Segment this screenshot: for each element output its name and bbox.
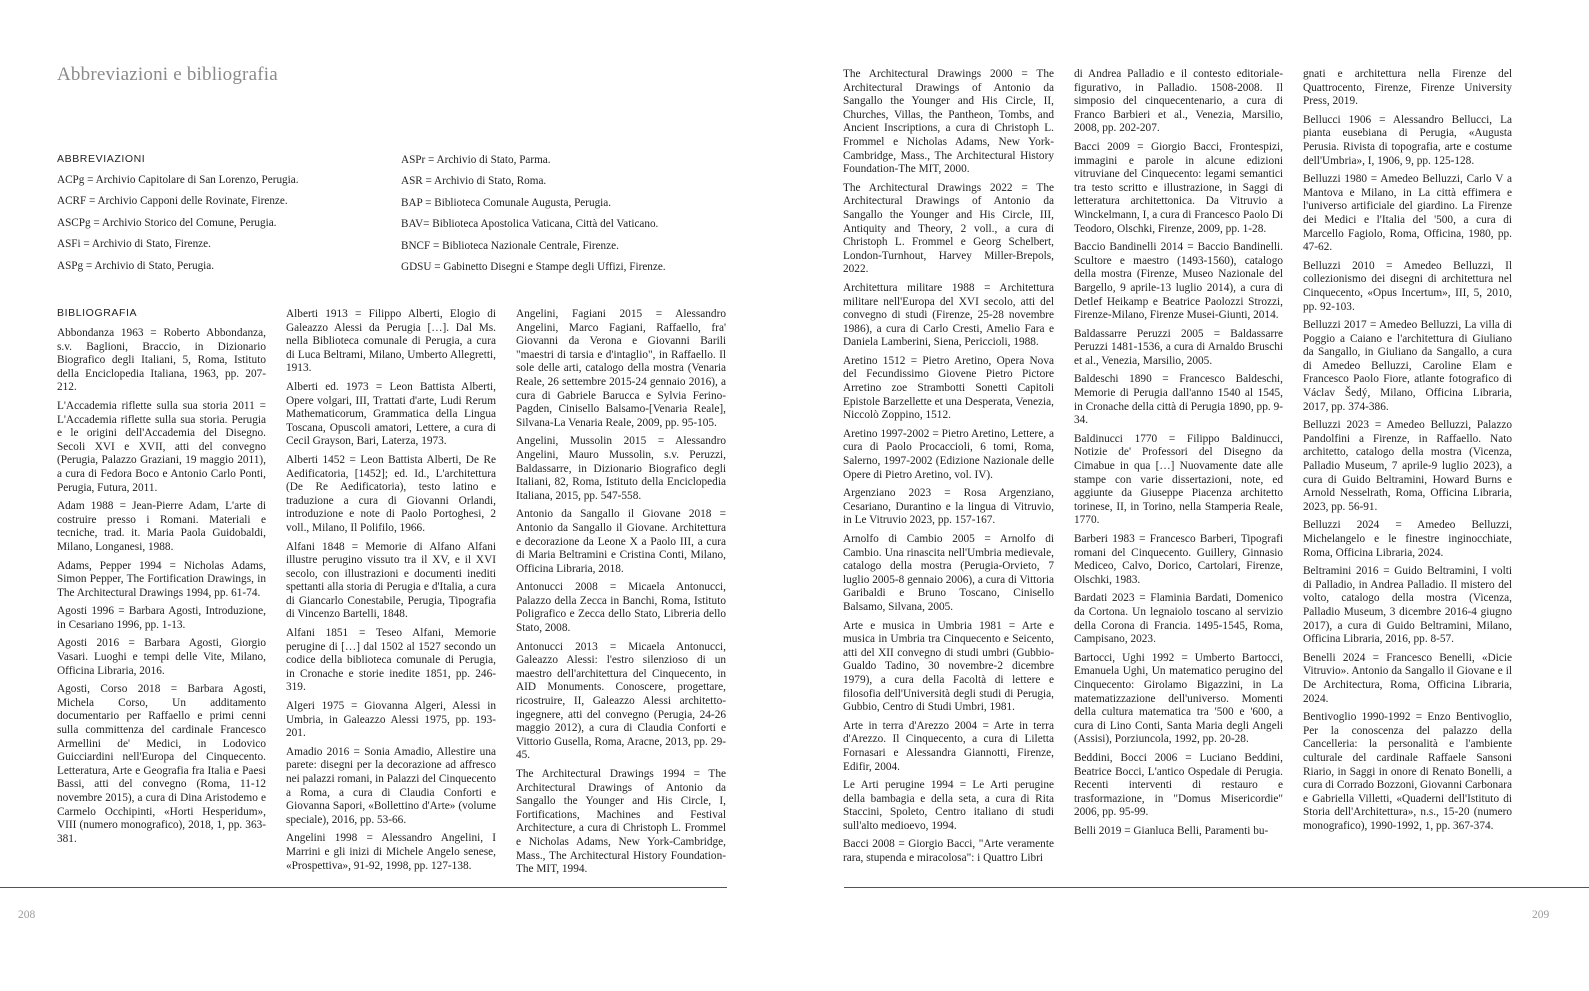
right-page bbox=[790, 0, 1589, 991]
bibliography-entry: Antonio da Sangallo il Giovane 2018 = Antonio da Sangallo il Giovane. Architettura e decorazione da Leone X a Paolo III, a cura di Maria Beltramini e Cristina Conti, Milano, Officina Libraria, 2018. bbox=[516, 508, 726, 575]
bibliography-entry: Arnolfo di Cambio 2005 = Arnolfo di Cambio. Una rinascita nell'Umbria medievale, catalogo della mostra (Perugia-Orvieto, 7 luglio 2005-8 gennaio 2006), a cura di Vittoria Garibaldi e Bruno Toscano, Cinisello Balsamo, Silvana, 2005. bbox=[843, 533, 1054, 613]
bibliography-entry: Alberti ed. 1973 = Leon Battista Alberti, Opere volgari, III, Trattati d'arte, Ludi Rerum Mathematicorum, Grammatica della Lingua Toscana, Opuscoli amatori, Lettere, a cura di Cecil Grayson, Bari, Laterza, 1973. bbox=[286, 380, 496, 448]
bibliography-entry: Agosti, Corso 2018 = Barbara Agosti, Michela Corso, Un additamento documentario per Raffaello e primi cenni sulla committenza del cardinale Francesco Armellini de' Medici, in Lodovico Guicciardini nell'Europa del Cinquecento. Letteratura, Arte e Geografia fra Italia e Paesi Bassi, atti del convegno (Roma, 11-12 novembre 2015), a cura di Dina Aristodemo e Carmelo Occhipinti, «Horti Hesperidum», VIII (numero monografico), 2018, 1, pp. 363-381. bbox=[57, 683, 266, 845]
bibliography-entry: Alberti 1452 = Leon Battista Alberti, De Re Aedificatoria, [1452]; ed. Id., L'architettura (De Re Aedificatoria), testo latino e traduzione a cura di Giovanni Orlandi, introduzione e note di Paolo Portoghesi, 2 voll., Milano, Il Polifilo, 1966. bbox=[286, 453, 496, 534]
bibliography-column-6 bbox=[1303, 68, 1512, 862]
bibliography-entry: Angelini, Fagiani 2015 = Alessandro Angelini, Marco Fagiani, Raffaello, fra' Giovanni da Verona e Giovanni Barili "maestri di tarsia e d'intaglio", in Raffaello. Il sole delle arti, catalogo della mostra (Venaria Reale, 26 settembre 2015-24 gennaio 2016), a cura di Gabriele Barucca e Sylvia Ferino-Pagden, Cinisello Balsamo-[Venaria Reale], Silvana-La Venaria Reale, 2009, pp. 95-105. bbox=[516, 308, 726, 429]
bibliography-entry: Antonucci 2013 = Micaela Antonucci, Galeazzo Alessi: l'estro silenzioso di un maestro dell'architettura del Cinquecento, in AID Monuments. Conoscere, progettare, ricostruire, II, Galeazzo Alessi architetto-ingegnere, atti del convegno (Perugia, 24-26 maggio 2012), a cura di Claudia Conforti e Vittorio Gusella, Roma, Aracne, 2013, pp. 29-45. bbox=[516, 640, 726, 762]
bibliography-entry: Benelli 2024 = Francesco Benelli, «Dicie Vitruvio». Antonio da Sangallo il Giovane e il De Architectura, Roma, Officina Libraria, 2024. bbox=[1303, 651, 1512, 705]
abbreviations-heading: ABBREVIAZIONI bbox=[57, 153, 146, 165]
bibliography-column-3 bbox=[516, 308, 726, 876]
abbreviation-entry: BAV= Biblioteca Apostolica Vaticana, Città del Vaticano. bbox=[401, 218, 659, 231]
bibliography-entry: Arte in terra d'Arezzo 2004 = Arte in terra d'Arezzo. Il Cinquecento, a cura di Liletta Fornasari e Alessandra Giannotti, Firenze, Edifir, 2004. bbox=[843, 719, 1054, 773]
bibliography-entry: Bacci 2008 = Giorgio Bacci, "Arte veramente rara, stupenda e miracolosa": i Quattro Libri bbox=[843, 838, 1054, 865]
abbreviation-entry: GDSU = Gabinetto Disegni e Stampe degli Uffizi, Firenze. bbox=[401, 261, 666, 274]
bibliography-entry: Abbondanza 1963 = Roberto Abbondanza, s.v. Baglioni, Braccio, in Dizionario Biografico degli Italiani, 5, Roma, Istituto della Enciclopedia Italiana, 1963, pp. 207-212. bbox=[57, 327, 266, 394]
bibliography-entry: Baldassarre Peruzzi 2005 = Baldassarre Peruzzi 1481-1536, a cura di Arnaldo Bruschi et al., Venezia, Marsilio, 2005. bbox=[1074, 327, 1283, 367]
bibliography-entry: Le Arti perugine 1994 = Le Arti perugine della bambagia e della seta, a cura di Rita Staccini, Spoleto, Centro italiano di studi sull'alto medioevo, 1994. bbox=[843, 779, 1054, 832]
bibliography-column-2 bbox=[286, 308, 496, 872]
abbreviation-entry: ASFi = Archivio di Stato, Firenze. bbox=[57, 238, 211, 251]
bibliography-entry: Baccio Bandinelli 2014 = Baccio Bandinelli. Scultore e maestro (1493-1560), catalogo della mostra (Firenze, Museo Nazionale del Bargello, 9 aprile-13 luglio 2014), a cura di Detlef Heikamp e Beatrice Paolozzi Strozzi, Firenze-Milano, Firenze Musei-Giunti, 2014. bbox=[1074, 241, 1283, 322]
bibliography-entry: Aretino 1997-2002 = Pietro Aretino, Lettere, a cura di Paolo Procaccioli, 6 tomi, Roma, Salerno, 1997-2002 (Edizione Nazionale delle Opere di Pietro Aretino, vol. IV). bbox=[843, 427, 1054, 481]
bibliography-column-1 bbox=[57, 327, 266, 862]
bibliography-entry: Bardati 2023 = Flaminia Bardati, Domenico da Cortona. Un legnaiolo toscano al servizio della Corona di Francia. 1495-1545, Roma, Campisano, 2023. bbox=[1074, 592, 1283, 646]
bibliography-entry: Beddini, Bocci 2006 = Luciano Beddini, Beatrice Bocci, L'antico Ospedale di Perugia. Recenti interventi di restauro e trasformazione, in "Domus Misericordie" 2006, pp. 95-99. bbox=[1074, 751, 1283, 819]
bibliography-heading: BIBLIOGRAFIA bbox=[57, 307, 138, 319]
bibliography-entry: Barberi 1983 = Francesco Barberi, Tipografi romani del Cinquecento. Guillery, Ginnasio Mediceo, Calvo, Dorico, Cartolari, Firenze, Olschki, 1983. bbox=[1074, 533, 1283, 586]
bibliography-entry: Antonucci 2008 = Micaela Antonucci, Palazzo della Zecca in Banchi, Roma, Istituto Poligrafico e Zecca dello Stato, Libreria dello Stato, 2008. bbox=[516, 581, 726, 635]
footer-rule bbox=[0, 887, 727, 888]
bibliography-entry: Adams, Pepper 1994 = Nicholas Adams, Simon Pepper, The Fortification Drawings, in The Architectural Drawings 1994, pp. 61-74. bbox=[57, 559, 266, 599]
bibliography-entry: Bentivoglio 1990-1992 = Enzo Bentivoglio, Per la conoscenza del palazzo della Cancelleria: la personalità e l'ambiente culturale del cardinale Raffaele Sansoni Riario, in Saggi in onore di Renato Bonelli, a cura di Corrado Bozzoni, Giovanni Carbonara e Gabriella Villetti, «Quaderni dell'Istituto di Storia dell'Architettura», n.s., 15-20 (numero monografico), 1990-1992, 1, pp. 367-374. bbox=[1303, 711, 1512, 832]
abbreviation-entry: BNCF = Biblioteca Nazionale Centrale, Firenze. bbox=[401, 239, 619, 252]
abbreviation-entry: ASPr = Archivio di Stato, Parma. bbox=[401, 154, 551, 166]
bibliography-entry: di Andrea Palladio e il contesto editoriale-figurativo, in Palladio. 1508-2008. Il simposio del cinquecentenario, a cura di Franco Barbieri et al., Venezia, Marsilio, 2008, pp. 202-207. bbox=[1074, 68, 1283, 135]
bibliography-entry: Agosti 2016 = Barbara Agosti, Giorgio Vasari. Luoghi e tempi delle Vite, Milano, Officina Libraria, 2016. bbox=[57, 637, 266, 677]
bibliography-entry: Belluzzi 2024 = Amedeo Belluzzi, Michelangelo e le finestre inginocchiate, Roma, Officina Libraria, 2024. bbox=[1303, 519, 1512, 559]
bibliography-entry: Bartocci, Ughi 1992 = Umberto Bartocci, Emanuela Ughi, Un matematico perugino del Cinquecento: Girolamo Bigazzini, in La matematizzazione dell'universo. Momenti della cultura matematica tra '500 e '600, a cura di Lino Conti, Santa Maria degli Angeli (Assisi), Porziuncola, 1992, pp. 20-28. bbox=[1074, 651, 1283, 746]
left-page bbox=[0, 0, 790, 991]
bibliography-entry: Angelini, Mussolin 2015 = Alessandro Angelini, Mauro Mussolin, s.v. Peruzzi, Baldassarre, in Dizionario Biografico degli Italiani, 82, Roma, Istituto della Enciclopedia Italiana, 2015, pp. 547-558. bbox=[516, 435, 726, 502]
bibliography-entry: Belluzzi 2023 = Amedeo Belluzzi, Palazzo Pandolfini a Firenze, in Raffaello. Nato architetto, catalogo della mostra (Vicenza, Palladio Museum, 7 aprile-9 luglio 2023), a cura di Guido Beltramini, Howard Burns e Arnold Nesselrath, Roma, Officina Libraria, 2023, pp. 56-91. bbox=[1303, 419, 1512, 513]
abbreviation-entry: ASR = Archivio di Stato, Roma. bbox=[401, 175, 547, 188]
bibliography-entry: Belluzzi 2010 = Amedeo Belluzzi, Il collezionismo dei disegni di architettura nel Cinquecento, «Opus Incertum», III, 5, 2010, pp. 92-103. bbox=[1303, 259, 1512, 313]
bibliography-entry: Alberti 1913 = Filippo Alberti, Elogio di Galeazzo Alessi da Perugia […]. Dal Ms. nella Biblioteca comunale di Perugia, a cura di Luca Beltrami, Milano, Umberto Allegretti, 1913. bbox=[286, 308, 496, 375]
bibliography-entry: The Architectural Drawings 2022 = The Architectural Drawings of Antonio da Sangallo the Younger and His Circle, III, Antiquity and Theory, 2 voll., a cura di Christoph L. Frommel e Georg Schelbert, London-Turnhout, Harvey Miller-Brepols, 2022. bbox=[843, 181, 1054, 276]
bibliography-entry: Argenziano 2023 = Rosa Argenziano, Cesariano, Durantino e la lingua di Vitruvio, in Le Vitruvio 2023, pp. 157-167. bbox=[843, 487, 1054, 527]
bibliography-entry: Arte e musica in Umbria 1981 = Arte e musica in Umbria tra Cinquecento e Seicento, atti del XII convegno di studi umbri (Gubbio-Gualdo Tadino, 30 novembre-2 dicembre 1979), a cura della Facoltà di lettere e filosofia dell'Università degli studi di Perugia, Gubbio, Centro di Studi Umbri, 1981. bbox=[843, 619, 1054, 714]
bibliography-entry: Architettura militare 1988 = Architettura militare nell'Europa del XVI secolo, atti del convegno di studi (Firenze, 25-28 novembre 1986), a cura di Carlo Cresti, Amelio Fara e Daniela Lamberini, Siena, Periccioli, 1988. bbox=[843, 281, 1054, 349]
bibliography-entry: Baldeschi 1890 = Francesco Baldeschi, Memorie di Perugia dall'anno 1540 al 1545, in Cronache della città di Perugia 1890, pp. 9-34. bbox=[1074, 373, 1283, 427]
page-title: Abbreviazioni e bibliografia bbox=[57, 64, 278, 85]
bibliography-entry: Alfani 1848 = Memorie di Alfano Alfani illustre perugino vissuto tra il XV, e il XVI secolo, con illustrazioni e documenti inediti spettanti alla storia di Perugia e d'Italia, a cura di Giancarlo Conestabile, Perugia, Tipografia di Vincenzo Bartelli, 1848. bbox=[286, 540, 496, 621]
bibliography-entry: The Architectural Drawings 1994 = The Architectural Drawings of Antonio da Sangallo the Younger and His Circle, I, Fortifications, Machines and Festival Architecture, a cura di Christoph L. Frommel e Nicholas Adams, New York-Cambridge, Mass., The Architectural History Foundation-The MIT, 1994. bbox=[516, 768, 726, 876]
footer-rule bbox=[844, 887, 1589, 888]
abbreviation-entry: ACRF = Archivio Capponi delle Rovinate, Firenze. bbox=[57, 195, 288, 208]
bibliography-column-5 bbox=[1074, 68, 1283, 862]
bibliography-entry: Baldinucci 1770 = Filippo Baldinucci, Notizie de' Professori del Disegno da Cimabue in qua […] Nuovamente date alle stampe con varie dissertazioni, note, ed aggiunte da Giuseppe Piacenza architetto torinese, II, in Torino, nella Stamperia Reale, 1770. bbox=[1074, 432, 1283, 527]
bibliography-entry: The Architectural Drawings 2000 = The Architectural Drawings of Antonio da Sangallo the Younger and His Circle, II, Churches, Villas, the Pantheon, Tombs, and Ancient Inscriptions, a cura di Christoph L. Frommel e Nicholas Adams, New York-Cambridge, Mass., The Architectural History Foundation-The MIT, 2000. bbox=[843, 68, 1054, 176]
bibliography-entry: Adam 1988 = Jean-Pierre Adam, L'arte di costruire presso i Romani. Materiali e tecniche, trad. it. Maria Paola Guidobaldi, Milano, Longanesi, 1988. bbox=[57, 500, 266, 553]
abbreviation-entry: ASPg = Archivio di Stato, Perugia. bbox=[57, 259, 215, 272]
abbreviation-entry: BAP = Biblioteca Comunale Augusta, Perugia. bbox=[401, 196, 612, 209]
bibliography-entry: Alfani 1851 = Teseo Alfani, Memorie perugine di […] dal 1502 al 1527 secondo un codice della biblioteca comunale di Perugia, in Cronache e storie inedite 1851, pp. 246-319. bbox=[286, 627, 496, 694]
bibliography-entry: Angelini 1998 = Alessandro Angelini, I Marrini e gli inizi di Michele Angelo senese, «Prospettiva», 91-92, 1998, pp. 127-138. bbox=[286, 832, 496, 872]
bibliography-entry: Aretino 1512 = Pietro Aretino, Opera Nova del Fecundissimo Giovene Pietro Pictore Arretino zoe Strambotti Sonetti Capitoli Epistole Barzellette et una Desperata, Venezia, Niccolò Zoppino, 1512. bbox=[843, 354, 1054, 422]
abbreviations-list-1 bbox=[57, 170, 299, 277]
bibliography-entry: Belluzzi 1980 = Amedeo Belluzzi, Carlo V a Mantova e Milano, in La città effimera e l'universo artificiale del giardino. La Firenze dei Medici e l'Italia del '500, a cura di Marcello Fagiolo, Roma, Officina, 1980, pp. 47-62. bbox=[1303, 173, 1512, 254]
bibliography-entry: gnati e architettura nella Firenze del Quattrocento, Firenze, Firenze University Press, 2019. bbox=[1303, 68, 1512, 108]
bibliography-entry: Amadio 2016 = Sonia Amadio, Allestire una parete: disegni per la decorazione ad affresco nei palazzi romani, in Palazzi del Cinquecento a Roma, a cura di Claudia Conforti e Giovanna Sapori, «Bollettino d'Arte» (volume speciale), 2016, pp. 53-66. bbox=[286, 745, 496, 826]
page-number: 208 bbox=[18, 909, 36, 921]
bibliography-entry: Bellucci 1906 = Alessandro Bellucci, La pianta eusebiana di Perugia, «Augusta Perusia. Rivista di topografia, arte e costume dell'Umbria», I, 1906, 9, pp. 125-128. bbox=[1303, 113, 1512, 167]
bibliography-entry: Beltramini 2016 = Guido Beltramini, I volti di Palladio, in Andrea Palladio. Il mistero del volto, catalogo della mostra (Vicenza, Palladio Museum, 3 dicembre 2016-4 giugno 2017), a cura di Guido Beltramini, Milano, Officina Libraria, 2016, pp. 8-57. bbox=[1303, 565, 1512, 646]
bibliography-column-4 bbox=[843, 68, 1054, 865]
bibliography-entry: Bacci 2009 = Giorgio Bacci, Frontespizi, immagini e parole in alcune edizioni vitruviane del Cinquecento: legami semantici tra testo scritto e illustrazione, in Saggi di letteratura architettonica. Da Vitruvio a Winckelmann, I, a cura di Francesco Paolo Di Teodoro, Olschki, Firenze, 2009, pp. 1-28. bbox=[1074, 140, 1283, 235]
abbreviations-list-2 bbox=[401, 150, 666, 278]
bibliography-entry: L'Accademia riflette sulla sua storia 2011 = L'Accademia riflette sulla sua storia. Perugia e le origini dell'Accademia del Disegno. Secoli XVI e XVII, atti del convegno (Perugia, Palazzo Graziani, 19 maggio 2011), a cura di Fedora Boco e Antonio Carlo Ponti, Perugia, Futura, 2011. bbox=[57, 399, 266, 494]
bibliography-entry: Belluzzi 2017 = Amedeo Belluzzi, La villa di Poggio a Caiano e l'architettura di Giuliano da Sangallo, in Giuliano da Sangallo, a cura di Amedeo Belluzzi, Caroline Elam e Francesco Paolo Fiore, atlante fotografico di Václav Šedý, Milano, Officina Libraria, 2017, pp. 374-386. bbox=[1303, 319, 1512, 413]
abbreviation-entry: ASCPg = Archivio Storico del Comune, Perugia. bbox=[57, 216, 277, 229]
abbreviation-entry: ACPg = Archivio Capitolare di San Lorenzo, Perugia. bbox=[57, 174, 299, 186]
bibliography-entry: Belli 2019 = Gianluca Belli, Paramenti bu- bbox=[1074, 824, 1269, 837]
page-number: 209 bbox=[1532, 909, 1550, 921]
bibliography-entry: Agosti 1996 = Barbara Agosti, Introduzione, in Cesariano 1996, pp. 1-13. bbox=[57, 605, 266, 631]
bibliography-entry: Algeri 1975 = Giovanna Algeri, Alessi in Umbria, in Galeazzo Alessi 1975, pp. 193-201. bbox=[286, 700, 496, 740]
